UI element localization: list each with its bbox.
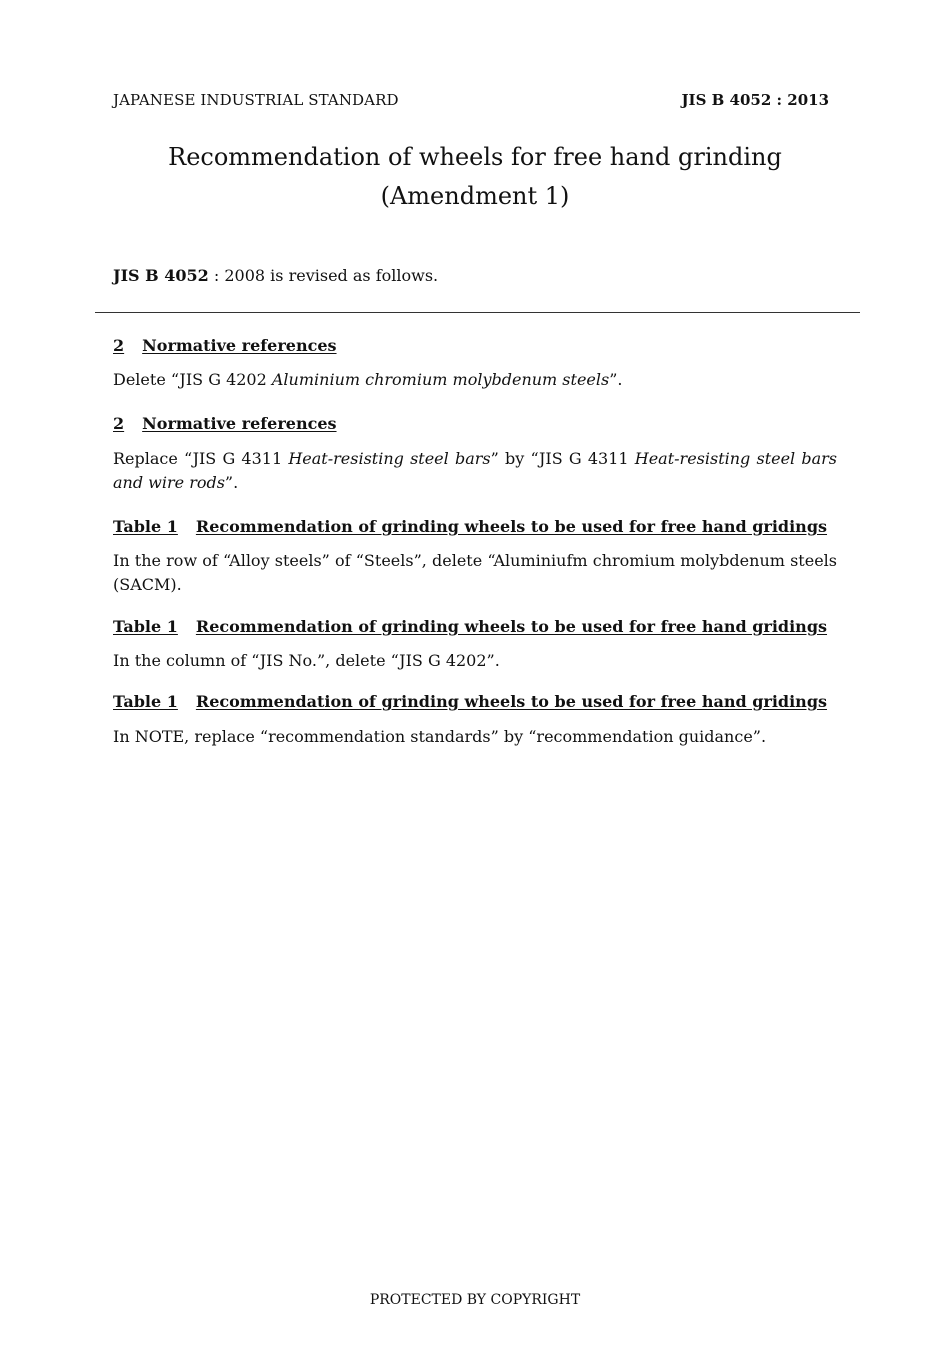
section-title: Normative references — [142, 336, 337, 355]
section-body — [113, 447, 837, 495]
body-text: Replace “JIS G 4311 — [113, 449, 289, 468]
body-italic-title: Aluminium chromium molybdenum steels — [271, 370, 610, 389]
copyright-footer: PROTECTED BY COPYRIGHT — [369, 1292, 581, 1308]
body-text: ”. — [224, 473, 239, 492]
section-body: In NOTE, replace “recommendation standards” by “recommendation guidance”. — [113, 727, 767, 746]
section-title: Normative references — [142, 414, 337, 433]
section-body — [113, 368, 837, 392]
divider-line — [95, 312, 860, 313]
section-heading — [113, 414, 337, 433]
section-number: 2 — [113, 336, 125, 355]
document-subtitle: (Amendment 1) — [380, 182, 570, 210]
section-title: Recommendation of grinding wheels to be used for free hand gridings — [195, 517, 828, 536]
revision-intro — [113, 266, 438, 285]
intro-text: : 2008 is revised as follows. — [208, 266, 439, 285]
document-title: Recommendation of wheels for free hand grinding — [168, 143, 782, 171]
standard-number: JIS B 4052 : 2013 — [681, 91, 829, 109]
section-heading — [113, 692, 827, 711]
intro-standard-ref: JIS B 4052 — [113, 266, 209, 285]
body-text: ” by “JIS G 4311 — [490, 449, 635, 468]
section-heading — [113, 517, 827, 536]
body-italic-title: Heat-resisting steel bars and wire rods — [113, 449, 838, 492]
section-heading — [113, 617, 827, 636]
section-heading — [113, 336, 337, 355]
standard-label: JAPANESE INDUSTRIAL STANDARD — [113, 91, 399, 109]
section-number: 2 — [113, 414, 125, 433]
section-number: Table 1 — [113, 692, 178, 711]
section-title: Recommendation of grinding wheels to be used for free hand gridings — [195, 617, 828, 636]
body-italic-title: Heat-resisting steel bars — [288, 449, 491, 468]
section-body: In the row of “Alloy steels” of “Steels”, delete “Aluminiufm chromium molybdenum steels (SACM). — [113, 551, 837, 594]
section-body: In the column of “JIS No.”, delete “JIS G 4202”. — [113, 651, 500, 670]
section-title: Recommendation of grinding wheels to be used for free hand gridings — [195, 692, 828, 711]
section-number: Table 1 — [113, 617, 178, 636]
section-number: Table 1 — [113, 517, 178, 536]
body-text: Delete “JIS G 4202 — [113, 370, 272, 389]
body-text: ”. — [609, 370, 623, 389]
